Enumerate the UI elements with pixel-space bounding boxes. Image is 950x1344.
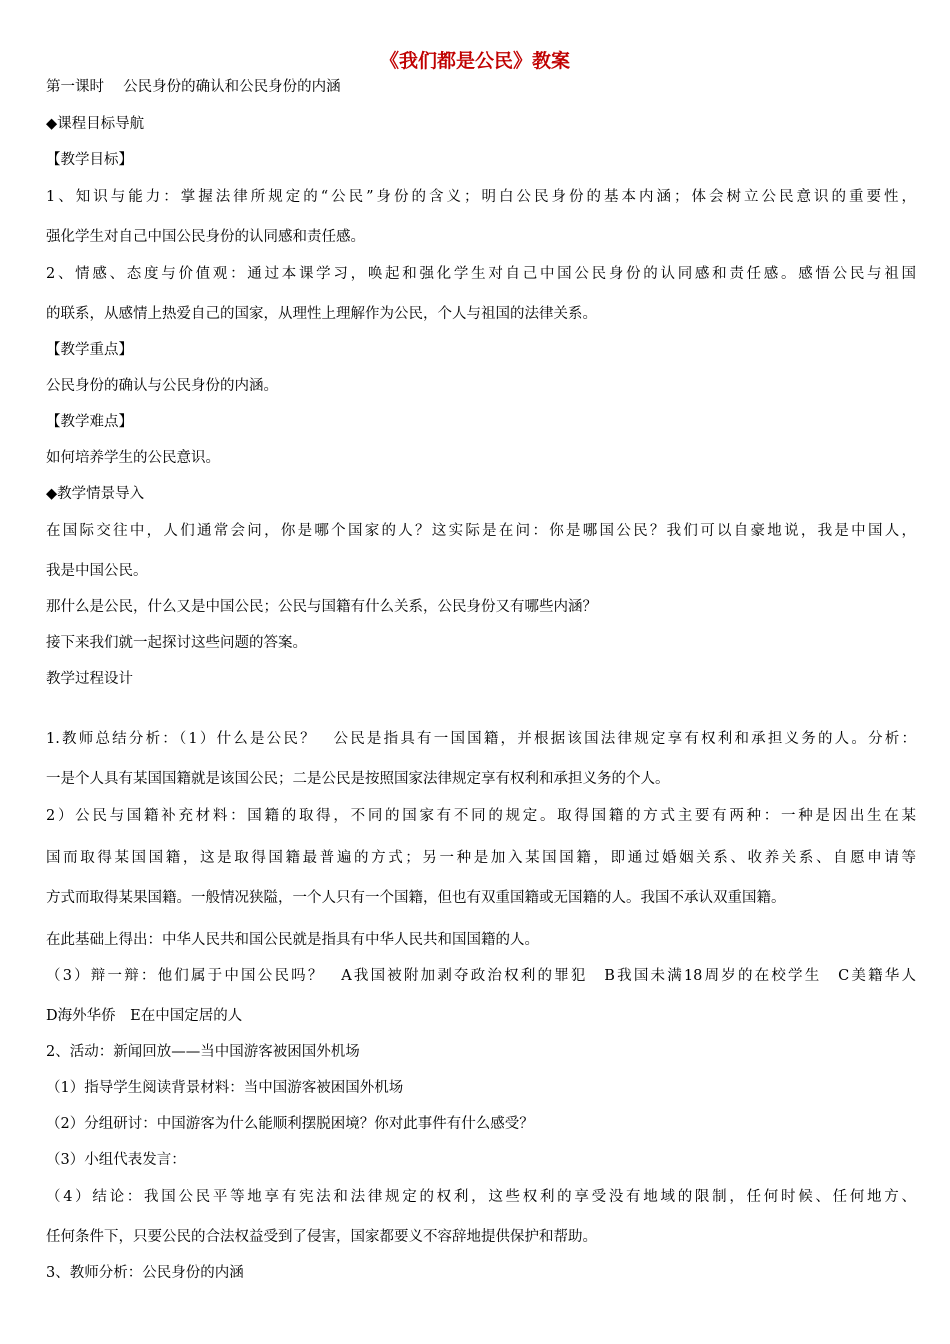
heading-teaching-goals: 【教学目标】 [46,152,133,168]
paragraph-line: （1）指导学生阅读背景材料：当中国游客被困国外机场 [46,1080,404,1096]
paragraph-line: （4）结论：我国公民平等地享有宪法和法律规定的权利，这些权利的享受没有地域的限制，任何时候、任何地方、 [46,1189,916,1205]
paragraph-line: （3）小组代表发言： [46,1152,186,1168]
section-course-goals: ◆课程目标导航 [46,116,145,132]
paragraph-line: 1、知识与能力：掌握法律所规定的“公民”身份的含义；明白公民身份的基本内涵；体会树立公民意识的重要性， [46,189,916,205]
paragraph-line: 任何条件下，只要公民的合法权益受到了侵害，国家都要义不容辞地提供保护和帮助。 [46,1229,597,1245]
paragraph-line: 3、教师分析：公民身份的内涵 [46,1265,244,1281]
lesson-heading: 第一课时 公民身份的确认和公民身份的内涵 [46,79,341,95]
paragraph-line: 在此基础上得出：中华人民共和国公民就是指具有中华人民共和国国籍的人。 [46,932,539,948]
heading-process-design: 教学过程设计 [46,671,133,687]
heading-key-points: 【教学重点】 [46,342,133,358]
paragraph-line: 2、活动：新闻回放——当中国游客被困国外机场 [46,1044,360,1060]
paragraph-line: 2、情感、态度与价值观：通过本课学习，唤起和强化学生对自己中国公民身份的认同感和责任感。感悟公民与祖国 [46,266,916,282]
paragraph-line: 2）公民与国籍补充材料：国籍的取得，不同的国家有不同的规定。取得国籍的方式主要有两种：一种是因出生在某 [46,808,916,824]
paragraph-line: 接下来我们就一起探讨这些问题的答案。 [46,635,307,651]
paragraph-line: 的联系，从感情上热爱自己的国家，从理性上理解作为公民，个人与祖国的法律关系。 [46,306,597,322]
paragraph-line: 我是中国公民。 [46,563,148,579]
paragraph-line: 1.教师总结分析：（1）什么是公民？ 公民是指具有一国国籍，并根据该国法律规定享有权利和承担义务的人。分析： [46,731,916,747]
paragraph-line: （2）分组研讨：中国游客为什么能顺利摆脱困境？你对此事件有什么感受？ [46,1116,534,1132]
paragraph-line: （3）辩一辩：他们属于中国公民吗？ A我国被附加剥夺政治权利的罪犯 B我国未满18周岁的在校学生 C美籍华人 [46,968,916,984]
paragraph-line: 在国际交往中，人们通常会问，你是哪个国家的人？这实际是在问：你是哪国公民？我们可以自豪地说，我是中国人， [46,523,916,539]
paragraph-line: 公民身份的确认与公民身份的内涵。 [46,378,278,394]
paragraph-line: D海外华侨 E在中国定居的人 [46,1008,243,1024]
heading-difficulties: 【教学难点】 [46,414,133,430]
section-scenario-intro: ◆教学情景导入 [46,486,145,502]
paragraph-line: 那什么是公民，什么又是中国公民；公民与国籍有什么关系，公民身份又有哪些内涵？ [46,599,597,615]
paragraph-line: 一是个人具有某国国籍就是该国公民；二是公民是按照国家法律规定享有权利和承担义务的个人。 [46,771,670,787]
paragraph-line: 方式而取得某果国籍。一般情况狭隘，一个人只有一个国籍，但也有双重国籍或无国籍的人。我国不承认双重国籍。 [46,890,786,906]
document-title: 《我们都是公民》教案 [379,50,570,72]
paragraph-line: 强化学生对自己中国公民身份的认同感和责任感。 [46,229,365,245]
paragraph-line: 如何培养学生的公民意识。 [46,450,220,466]
paragraph-line: 国而取得某国国籍，这是取得国籍最普遍的方式；另一种是加入某国国籍，即通过婚姻关系、收养关系、自愿申请等 [46,850,916,866]
